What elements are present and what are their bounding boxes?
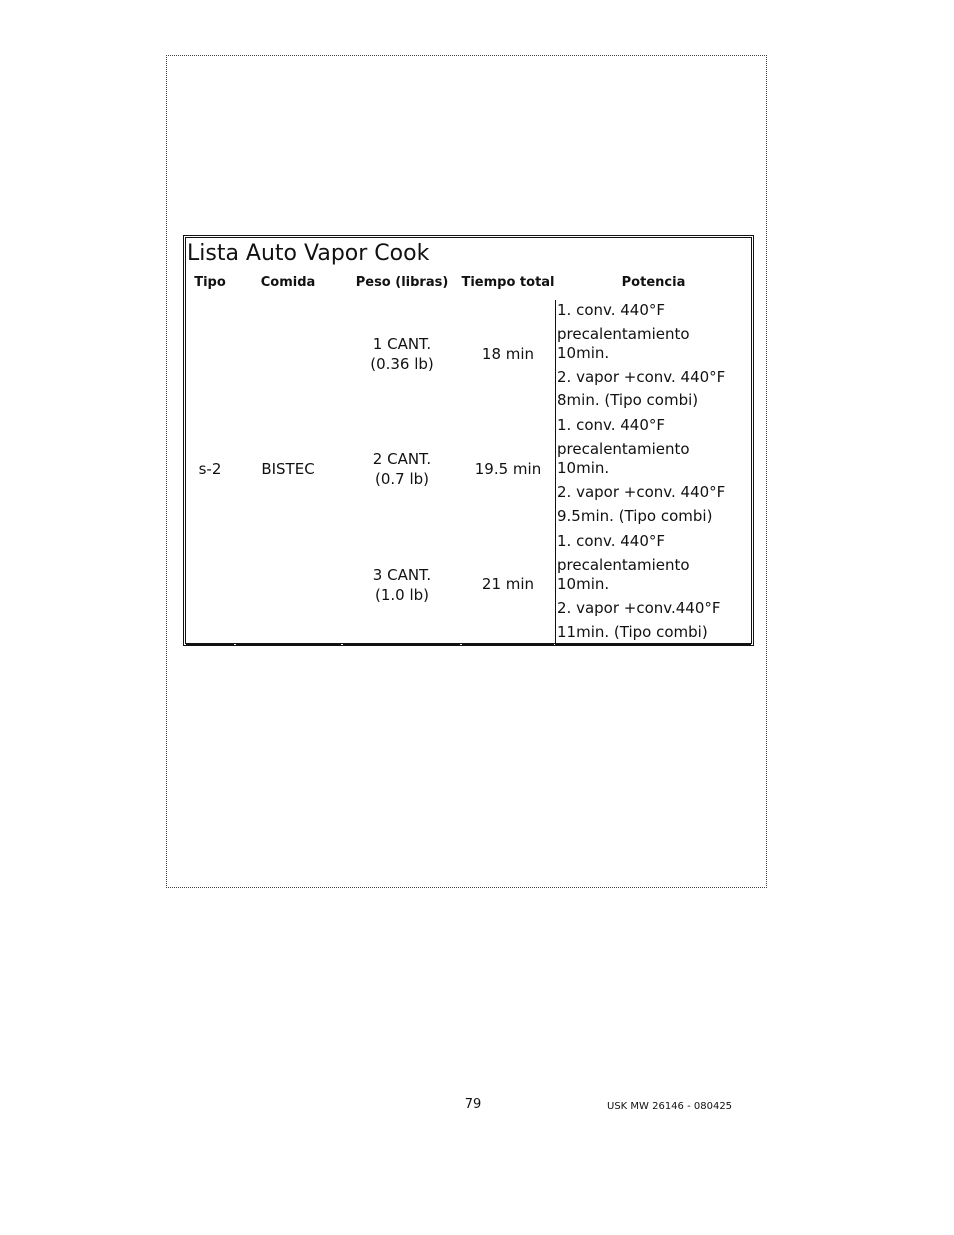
header-tiempo: Tiempo total bbox=[461, 275, 555, 290]
potencia-1-line4: 2. vapor +conv. 440°F bbox=[557, 368, 726, 386]
potencia-divider bbox=[555, 300, 556, 645]
cell-potencia-2 bbox=[557, 416, 747, 526]
potencia-3-line1: 1. conv. 440°F bbox=[557, 532, 666, 550]
cell-tiempo-3: 21 min bbox=[481, 575, 535, 593]
baseline-comida bbox=[236, 643, 341, 645]
potencia-1-line2: precalentamiento bbox=[557, 325, 690, 343]
table-title: Lista Auto Vapor Cook bbox=[187, 241, 430, 266]
baseline-tiempo bbox=[462, 643, 554, 645]
header-potencia: Potencia bbox=[621, 275, 686, 290]
potencia-1-line5: 8min. (Tipo combi) bbox=[557, 391, 699, 409]
peso-2-line2: (0.7 lb) bbox=[374, 470, 430, 488]
potencia-3-line2: precalentamiento bbox=[557, 556, 690, 574]
potencia-3-line4: 2. vapor +conv.440°F bbox=[557, 599, 721, 617]
potencia-2-line4: 2. vapor +conv. 440°F bbox=[557, 483, 726, 501]
potencia-2-line1: 1. conv. 440°F bbox=[557, 416, 666, 434]
potencia-3-line3: 10min. bbox=[557, 575, 610, 593]
cell-potencia-1 bbox=[557, 301, 747, 410]
baseline-peso bbox=[343, 643, 460, 645]
header-comida: Comida bbox=[260, 275, 316, 290]
cell-tiempo-2: 19.5 min bbox=[474, 460, 542, 478]
potencia-2-line3: 10min. bbox=[557, 459, 610, 477]
cell-peso-1 bbox=[345, 334, 459, 374]
potencia-1-line3: 10min. bbox=[557, 344, 610, 362]
baseline-tipo bbox=[186, 643, 234, 645]
baseline-potencia bbox=[556, 643, 751, 645]
peso-3-line1: 3 CANT. bbox=[372, 566, 432, 584]
potencia-2-line2: precalentamiento bbox=[557, 440, 690, 458]
cell-peso-3 bbox=[345, 565, 459, 605]
header-tipo: Tipo bbox=[194, 275, 226, 290]
potencia-3-line5: 11min. (Tipo combi) bbox=[557, 623, 708, 641]
cell-comida: BISTEC bbox=[261, 460, 315, 478]
peso-1-line1: 1 CANT. bbox=[372, 335, 432, 353]
cell-peso-2 bbox=[345, 449, 459, 489]
document-code: USK MW 26146 - 080425 bbox=[607, 1101, 733, 1112]
header-peso: Peso (libras) bbox=[355, 275, 449, 290]
peso-2-line1: 2 CANT. bbox=[372, 450, 432, 468]
cell-tiempo-1: 18 min bbox=[481, 345, 535, 363]
peso-1-line2: (0.36 lb) bbox=[370, 355, 434, 373]
peso-3-line2: (1.0 lb) bbox=[374, 586, 430, 604]
potencia-2-line5: 9.5min. (Tipo combi) bbox=[557, 507, 713, 525]
cell-potencia-3 bbox=[557, 532, 747, 642]
potencia-1-line1: 1. conv. 440°F bbox=[557, 301, 666, 319]
cell-tipo: s-2 bbox=[198, 460, 222, 478]
page-number: 79 bbox=[464, 1097, 482, 1112]
